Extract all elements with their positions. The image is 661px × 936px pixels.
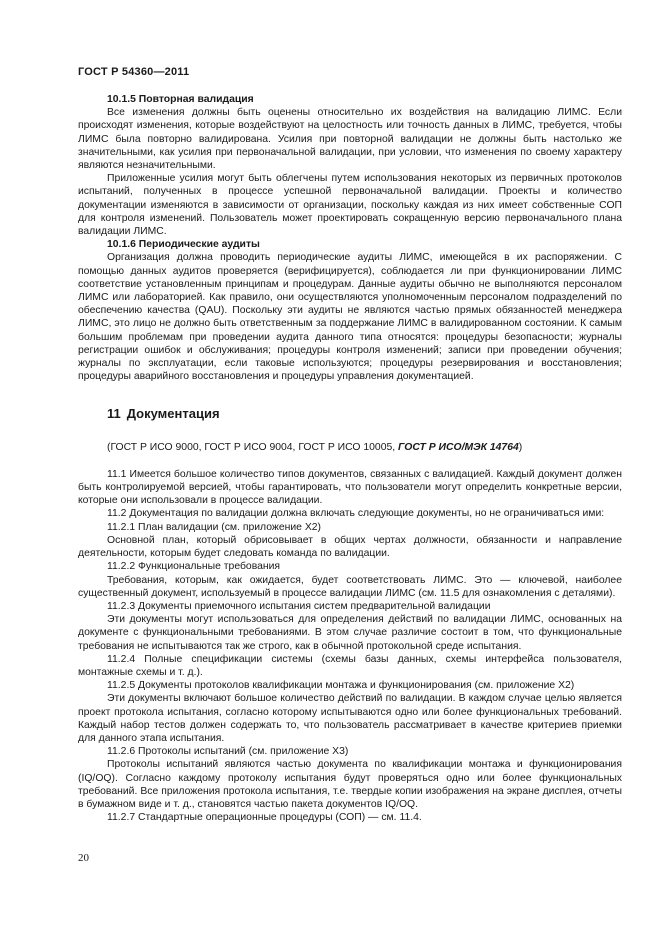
section-10-1-5-heading: 10.1.5 Повторная валидация bbox=[107, 94, 254, 105]
subsection-heading: 11.2.2 Функциональные требования bbox=[107, 561, 281, 573]
paragraph: Организация должна проводить периодические аудиты ЛИМС, имеющейся в их распоряжении. С помощью данных аудитов проверяется (верифицируется), соблюдается ли при функционировании ЛИМС соответствие установленным принципам и процедурам. Данные аудиты обычно не выполняются персоналом ЛИМС или лабораторией. Как правило, они осуществляются уполномоченным персоналом подразделений по обеспечению качества (QAU). Поскольку эти аудиты не являются частью прямых обязанностей менеджера ЛИМС, это лицо не должно быть ответственным за поддержание ЛИМС в валидированном состоянии. К самым большим проблемам при проведении аудита данного типа относятся: процедуры безопасности; журналы регистрации ошибок и обслуживания; процедуры контроля изменений; записи при проведении обучения; журналы по эксплуатации, если таковые используются; процедуры резервирования и восстановления; процедуры аварийного восстановления и процедуры управления документацией. bbox=[78, 252, 622, 383]
standards-plain: (ГОСТ Р ИСО 9000, ГОСТ Р ИСО 9004, ГОСТ Р ИСО 10005, bbox=[107, 441, 399, 453]
document-body bbox=[78, 93, 622, 824]
paragraph: 11.2 Документация по валидации должна включать следующие документы, но не ограничиваться ими: bbox=[107, 508, 605, 520]
paragraph: 11.1 Имеется большое количество типов документов, связанных с валидацией. Каждый документ должен быть контролируемой версией, чтобы гарантировать, что пользователи могут определить конкретные версии, которые они использовали в процессе валидации. bbox=[78, 468, 622, 507]
subsection-heading: 11.2.3 Документы приемочного испытания систем предварительной валидации bbox=[107, 600, 491, 612]
subsection-heading: 11.2.1 План валидации (см. приложение Х2) bbox=[107, 521, 322, 533]
page-number: 20 bbox=[78, 852, 89, 864]
standard-header: ГОСТ Р 54360—2011 bbox=[78, 66, 190, 78]
standards-bold: ГОСТ Р ИСО/МЭК 14764 bbox=[398, 441, 519, 453]
paragraph: Требования, которым, как ожидается, будет соответствовать ЛИМС. Это — ключевой, наиболее существенный документ, используемый в процессе валидации ЛИМС (см. 11.5 для ознакомления с деталями). bbox=[78, 574, 622, 599]
subsection-heading: 11.2.7 Стандартные операционные процедуры (СОП) — см. 11.4. bbox=[107, 812, 422, 824]
document-page bbox=[78, 0, 622, 936]
standards-reference bbox=[78, 441, 622, 454]
paragraph: Основной план, который обрисовывает в общих чертах должности, обязанности и направление деятельности, которым будет следовать команда по валидации. bbox=[78, 534, 622, 560]
section-10-1-6-heading: 10.1.6 Периодические аудиты bbox=[107, 239, 260, 251]
section-title: Документация bbox=[126, 406, 220, 422]
paragraph: Эти документы включают большое количество действий по валидации. В каждом случае целью является проект протокола испытания, согласно которому испытываются одно или более функциональных требований. Каждый набор тестов должен содержать то, что пользователь рассматривает в качестве критериев приемки для данного этапа испытания. bbox=[78, 693, 622, 744]
standards-end: ) bbox=[518, 441, 523, 453]
paragraph: Протоколы испытаний являются частью документа по квалификации монтажа и функционирования (IQ/OQ). Согласно каждому протоколу испытания будут проверяться одно или более функциональных требований. Все приложения протокола испытания, т.е. твердые копии изображения на экране дисплея, отчеты в бумажном виде и т. д., становятся частью пакета документов IQ/OQ. bbox=[78, 759, 622, 810]
subsection-heading: 11.2.6 Протоколы испытаний (см. приложение Х3) bbox=[107, 746, 349, 758]
paragraph: Все изменения должны быть оценены относительно их воздействия на валидацию ЛИМС. Если происходят изменения, которые воздействуют на целостность или точность данных в ЛИМС, требуется, чтобы ЛИМС была повторно валидирована. Усилия при повторной валидации не должны быть настолько же значительными, как усилия при первоначальной валидации, при условии, что изменения по своему характеру являются незначительными. bbox=[78, 107, 622, 172]
paragraph: Приложенные усилия могут быть облегчены путем использования некоторых из первичных протоколов испытаний, полученных в процессе успешной первоначальной валидации. Проекты и количество документации изменяются в зависимости от организации, поскольку каждая из них имеет собственные СОП для контроля изменений. Пользователь может проектировать сокращенную версию первоначального плана валидации ЛИМС. bbox=[78, 173, 622, 238]
subsection-heading: 11.2.4 Полные спецификации системы (схемы базы данных, схемы интерфейса пользователя, монтажные схемы и т. д.). bbox=[78, 653, 622, 678]
paragraph: Эти документы могут использоваться для определения действий по валидации ЛИМС, основанных на документе с функциональными требованиями. В этом случае различие состоит в том, что функциональные требования не испытываются так же строго, как в обычной протокольной среде испытания. bbox=[78, 614, 622, 652]
section-11-heading bbox=[78, 407, 622, 420]
subsection-heading: 11.2.5 Документы протоколов квалификации монтажа и функционирования (см. приложение Х2) bbox=[107, 680, 575, 692]
section-number: 11 bbox=[107, 406, 121, 422]
